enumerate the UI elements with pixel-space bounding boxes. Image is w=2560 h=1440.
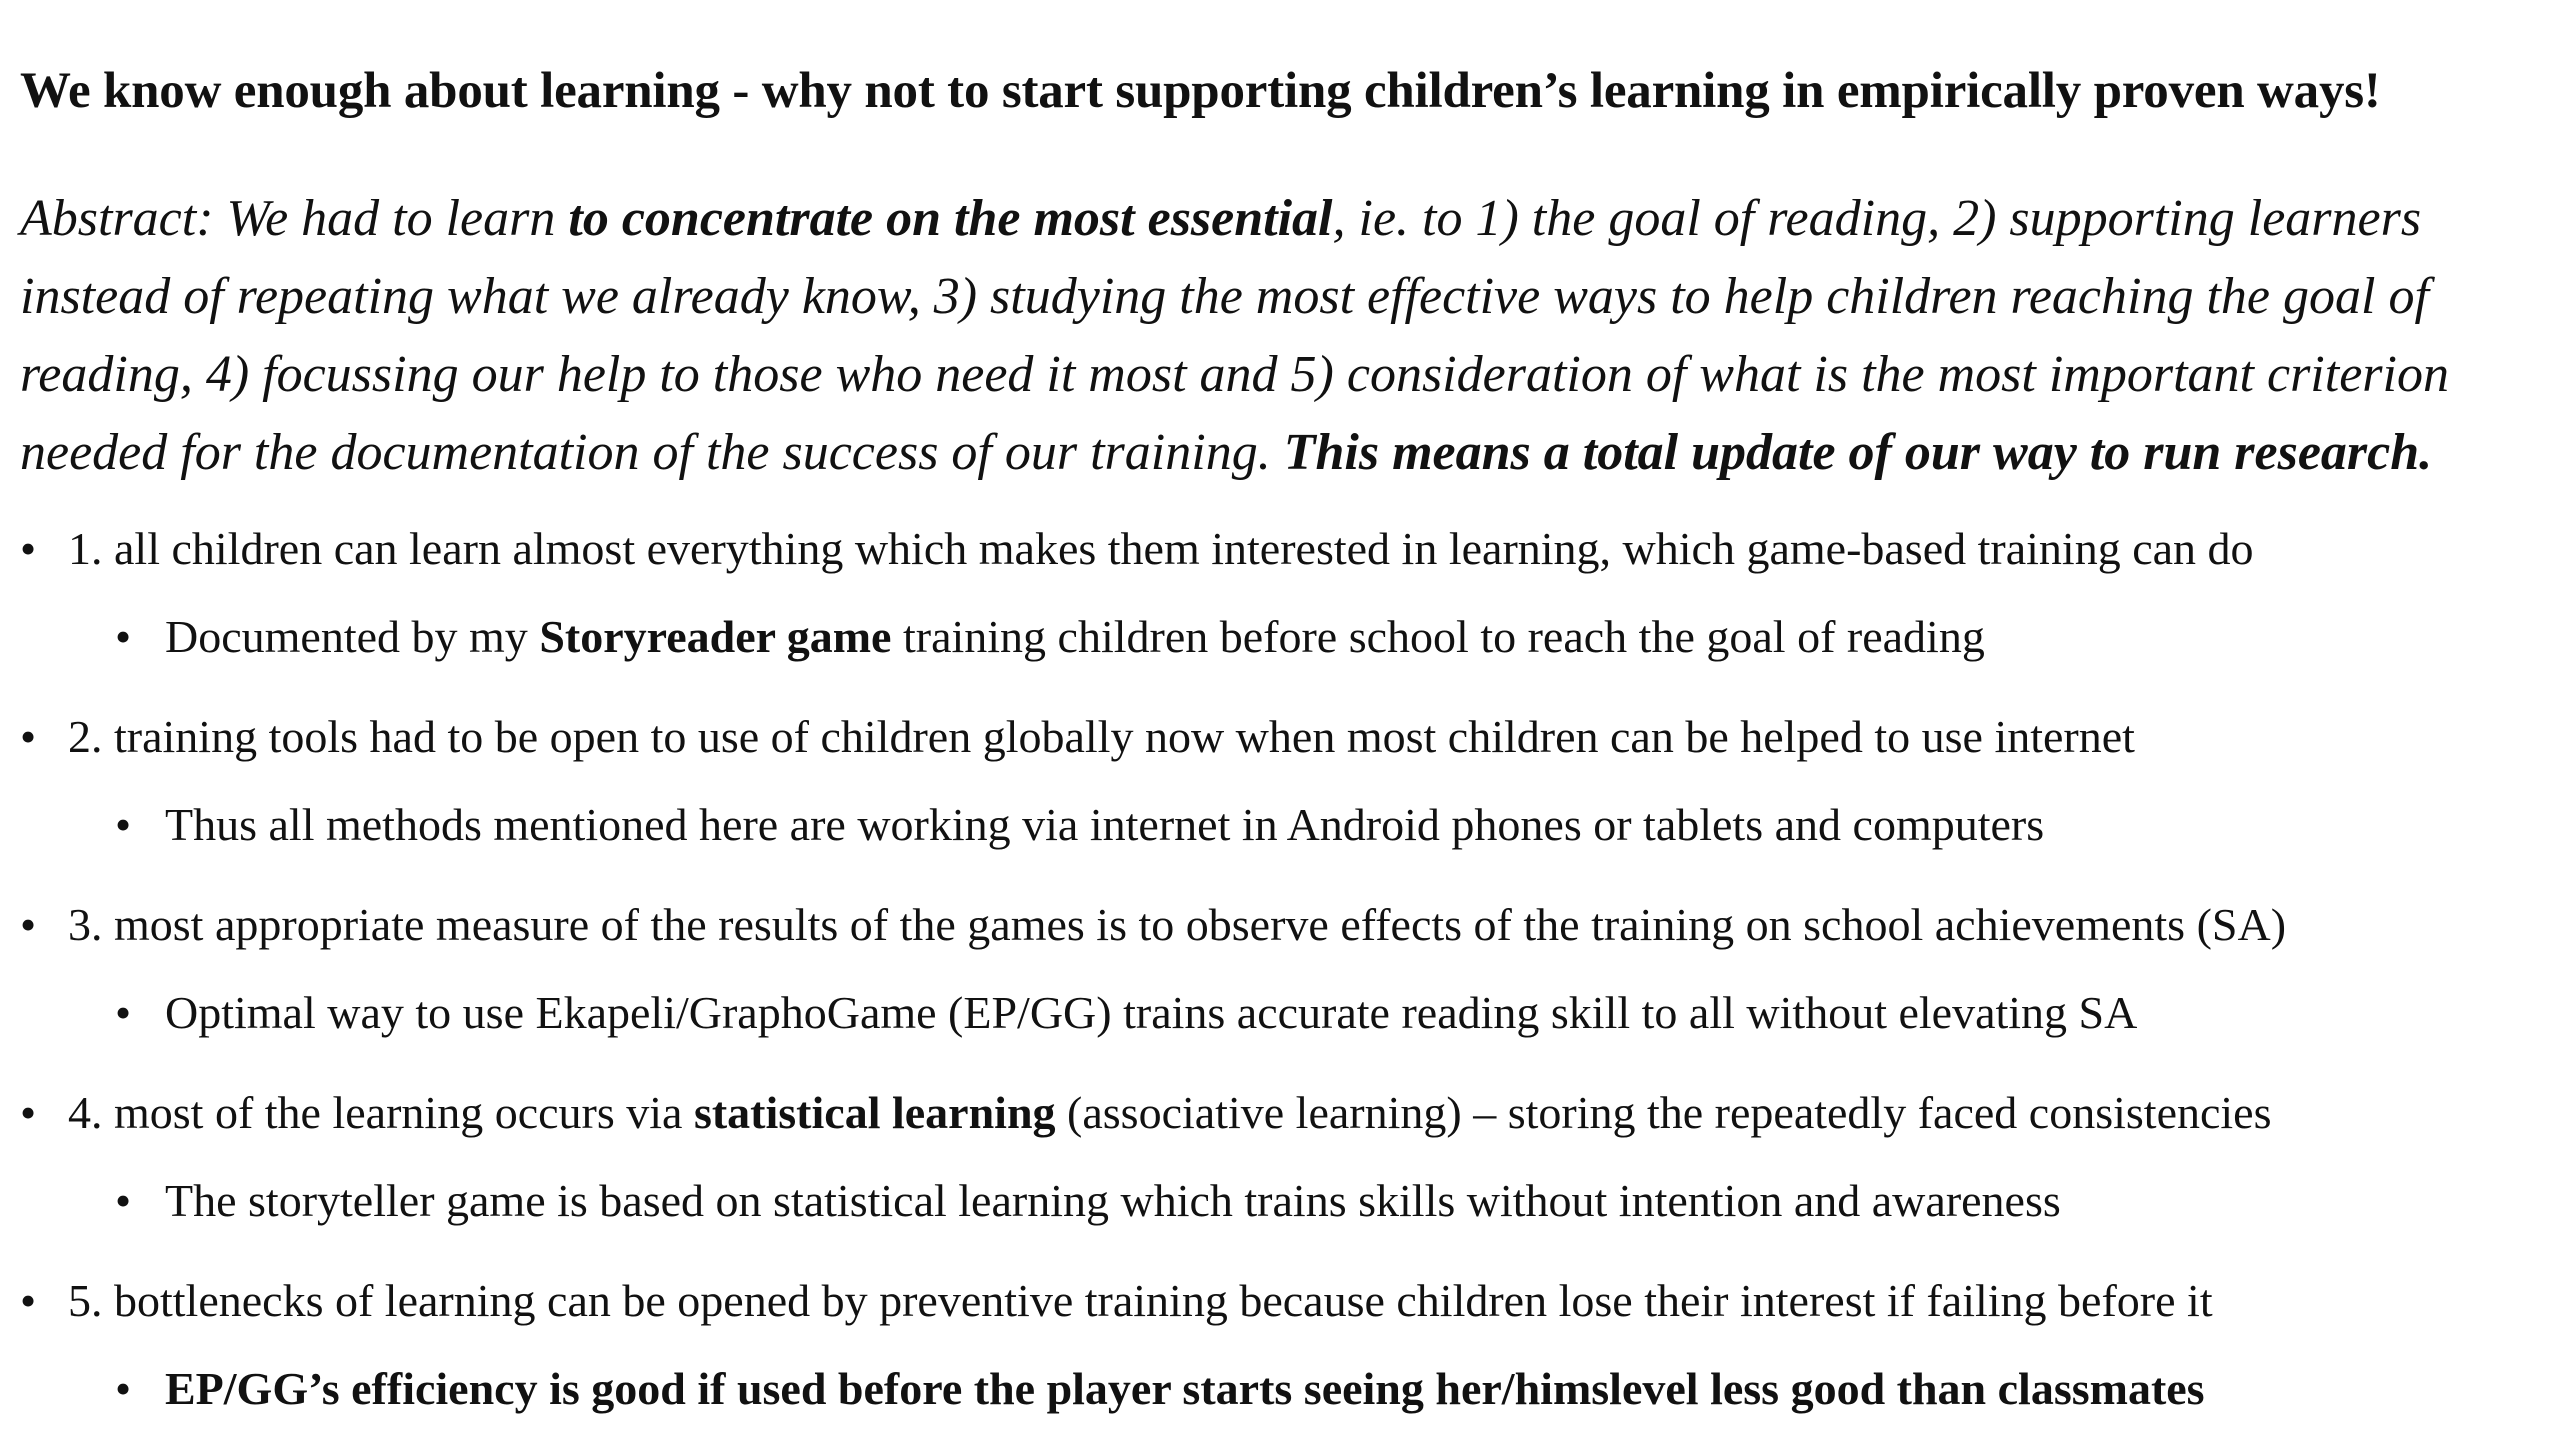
- bullet-dot: •: [20, 711, 37, 762]
- sub-bullet-text: Thus all methods mentioned here are working via internet in Android phones or tablets and computers: [165, 799, 2045, 850]
- sub-bullet-dot: •: [115, 987, 132, 1038]
- sub-bullet-emphasis: Storyreader game: [539, 611, 892, 662]
- slide-title: We know enough about learning - why not to start supporting children’s learning in empirically proven ways!: [20, 63, 2381, 119]
- sub-bullet-text: Documented by my: [165, 611, 540, 662]
- sub-bullet-text: Optimal way to use Ekapeli/GraphoGame (EP/GG) trains accurate reading skill to all without elevating SA: [165, 987, 2138, 1038]
- bullet-point-emphasis: statistical learning: [693, 1087, 1056, 1138]
- bullet-point-4: [20, 1086, 2272, 1139]
- bullet-point-5: [20, 1274, 2213, 1327]
- sub-bullet-text: training children before school to reach the goal of reading: [891, 611, 1985, 662]
- abstract-paragraph: [20, 180, 2540, 492]
- abstract-emphasis-2: This means a total update of our way to run research.: [1283, 424, 2433, 481]
- bullet-point-2: [20, 710, 2135, 763]
- bullet-point-text: 5. bottlenecks of learning can be opened by preventive training because children lose their interest if failing before it: [68, 1275, 2213, 1326]
- bullet-point-text: 2. training tools had to be open to use of children globally now when most children can be helped to use internet: [68, 711, 2135, 762]
- bullet-point-text: 3. most appropriate measure of the results of the games is to observe effects of the training on school achievements (SA): [68, 899, 2287, 950]
- abstract-text-1: Abstract: We had to learn: [20, 190, 569, 247]
- abstract-emphasis-1: to concentrate on the most essential: [568, 190, 1333, 247]
- bullet-dot: •: [20, 1275, 37, 1326]
- bullet-dot: •: [20, 523, 37, 574]
- bullet-point-text: 1. all children can learn almost everything which makes them interested in learning, which game-based training can do: [68, 523, 2254, 574]
- bullet-point-text: (associative learning) – storing the repeatedly faced consistencies: [1055, 1087, 2272, 1138]
- sub-bullet-1: [115, 610, 1985, 663]
- bullet-point-1: [20, 522, 2254, 575]
- sub-bullet-5: [115, 1362, 2205, 1415]
- bullet-dot: •: [20, 899, 37, 950]
- sub-bullet-text: The storyteller game is based on statistical learning which trains skills without intention and awareness: [165, 1175, 2061, 1226]
- sub-bullet-dot: •: [115, 611, 132, 662]
- sub-bullet-dot: •: [115, 1175, 132, 1226]
- abstract-text-2: , ie. to 1) the goal of reading, 2) supporting learners instead of repeating what we already know, 3) studying the most effective ways to help children reaching the goal of reading, 4) focussing our help to those who need it most and 5) consideration of what is the most important criterion needed for the documentation of the success of our training.: [20, 190, 2449, 481]
- sub-bullet-4: [115, 1174, 2061, 1227]
- bullet-point-3: [20, 898, 2286, 951]
- sub-bullet-emphasis: EP/GG’s efficiency is good if used before the player starts seeing her/himslevel less good than classmates: [165, 1363, 2205, 1414]
- sub-bullet-dot: •: [115, 799, 132, 850]
- bullet-point-text: 4. most of the learning occurs via: [68, 1087, 694, 1138]
- sub-bullet-3: [115, 986, 2137, 1039]
- bullet-dot: •: [20, 1087, 37, 1138]
- sub-bullet-2: [115, 798, 2044, 851]
- sub-bullet-dot: •: [115, 1363, 132, 1414]
